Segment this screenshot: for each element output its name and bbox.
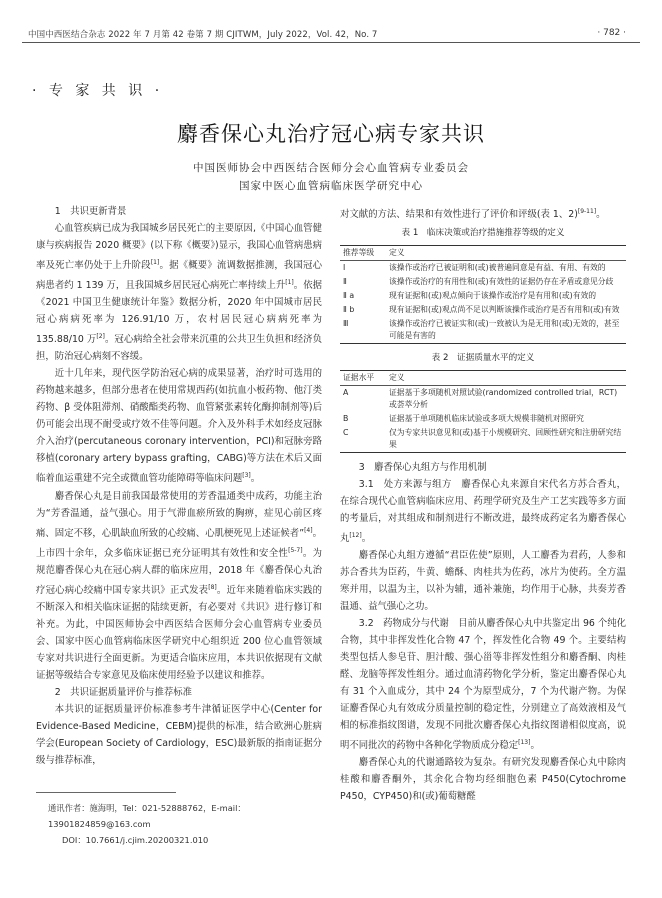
table-row — [340, 303, 626, 317]
table-header-cell: 定义 — [386, 371, 626, 386]
table-header-row — [340, 371, 626, 386]
table-header-cell: 推荐等级 — [340, 246, 386, 261]
section-heading-1: 1 共识更新背景 — [54, 206, 127, 217]
author-line-2: 国家中医心血管病临床医学研究中心 — [239, 180, 423, 192]
table1-caption: 表 1 临床决策或治疗措施推荐等级的定义 — [401, 228, 565, 239]
footnote-rule — [36, 792, 176, 793]
paragraph: 近十几年来，现代医学防治冠心病的成果显著，治疗时可选用的药物越来越多，但部分患者在使用常规西药(如抗血小板药物、他汀类药物、β 受体阻滞剂、硝酸酯类药物、血管紧张素转化酶抑制剂等)后仍可能会出现不耐受或疗效不佳等问题。介入及外科手术如经皮冠脉介入治疗(percutaneous coronary intervention，PCI)和冠脉旁路移植(coronary artery bypass grafting，CABG)等方法在术后又面临着血运重建不完全或微血管功能障碍等临床问题[3]。 — [36, 368, 322, 485]
table-cell: Ⅲ — [343, 319, 349, 329]
right-column — [340, 203, 626, 805]
table-header-cell: 证据水平 — [340, 371, 386, 386]
footnote-doi: DOI：10.7661/j.cjim.20200321.010 — [62, 835, 209, 845]
table-row — [340, 275, 626, 289]
header-rule — [22, 42, 640, 43]
section-heading-2: 2 共识证据质量评价与推荐标准 — [54, 686, 193, 698]
paragraph: 3.1 处方来源与组方 麝香保心丸来源自宋代名方苏合香丸，在综合现代心血管病临床应用、药理学研究及生产工艺实践等多方面的考量后，对其组成和制剂进行不断改进，最终成药定名为麝香保心丸[12]。 — [340, 479, 626, 545]
table-cell: 证据基于单项随机临床试验或多项大规模非随机对照研究 — [389, 414, 584, 424]
table1 — [340, 245, 626, 344]
table-cell: Ⅱ — [343, 277, 347, 287]
table-header-row — [340, 246, 626, 261]
table-row — [340, 289, 626, 303]
table-row — [340, 426, 626, 453]
table-cell: A — [343, 388, 349, 398]
table-cell: 该操作或治疗已被证实和(或)一致被认为是无用和(或)无效的，甚至可能是有害的 — [389, 319, 620, 341]
journal-header: 中国中西医结合杂志 2022 年 7 月第 42 卷第 7 期 CJITWM，July 2022，Vol. 42，No. 7 — [28, 30, 378, 40]
paragraph: 对文献的方法、结果和有效性进行了评价和评级(表 1、2)[9-11]。 — [340, 208, 606, 221]
table-cell: Ⅱ b — [343, 305, 355, 315]
table-cell: 现有证据和(或)观点尚不足以判断该操作或治疗是否有用和(或)有效 — [389, 305, 620, 315]
table-cell: Ⅱ a — [343, 291, 355, 301]
table-row — [340, 317, 626, 344]
table-cell: Ⅰ — [343, 263, 346, 273]
table-cell: 该操作或治疗已被证明和(或)被普遍同意是有益、有用、有效的 — [389, 263, 606, 273]
left-column — [36, 203, 322, 769]
paragraph: 心血管疾病已成为我国城乡居民死亡的主要原因,《中国心血管健康与疾病报告 2020 概要》(以下称《概要》)显示，我国心血管病患病率及死亡率仍处于上升阶段[1]。据《概要》流调数据推测，我国冠心病患者约 1 139 万，且我国城乡居民冠心病死亡率持续上升[1]。依据《2021 中国卫生健康统计年鉴》数据分析，2020 年中国城市居民冠心病病死率为 126.91/10 万，农村居民冠心病病死率为 135.88/10 万[2]。冠心病给全社会带来沉重的公共卫生负担和经济负担，防治冠心病刻不容缓。 — [36, 223, 322, 363]
page-number: · 782 · — [597, 28, 626, 38]
table-header-cell: 定义 — [386, 246, 626, 261]
article-title: 麝香保心丸治疗冠心病专家共识 — [177, 122, 485, 146]
paragraph: 3.2 药物成分与代谢 目前从麝香保心丸中共鉴定出 96 个纯化合物，其中非挥发性化合物 47 个，挥发性化合物 49 个。主要结构类型包括人参皂苷、胆汁酸、强心甾等非挥发性组分和麝香酮、肉桂醛、龙脑等挥发性组分。通过血清药物化学分析，鉴定出麝香保心丸有 31 个入血成分，其中 24 个为原型成分，7 个为代谢产物。为保证麝香保心丸有效成分质量控制的稳定性，分别建立了高效液相及气相的标准指纹图谱，发现不同批次麝香保心丸指纹图谱相似度高，说明不同批次的药物中各种化学物质成分稳定[13]。 — [340, 618, 626, 752]
table-row — [340, 386, 626, 413]
paragraph: 麝香保心丸是目前我国最常使用的芳香温通类中成药，功能主治为“芳香温通，益气强心。用于气滞血瘀所致的胸痹，症见心前区疼痛、固定不移，心肌缺血所致的心绞痛、心肌梗死见上述证候者”[4]。上市四十余年，众多临床证据已充分证明其有效性和安全性[5-7]。为规范麝香保心丸在冠心病人群的临床应用，2018 年《麝香保心丸治疗冠心病心绞痛中国专家共识》正式发表[8]。近年来随着临床实践的不断深入和相关临床证据的陆续更新，有必要对《共识》进行修订和补充。为此，中国医师协会中西医结合医师分会心血管病专业委员会、国家中医心血管病临床医学研究中心组织近 200 位心血管领域专家对共识进行全面更新。为更适合临床应用，本共识依据现有文献证据等级结合专家意见及临床使用经验予以建议和推荐。 — [36, 490, 322, 681]
table-row — [340, 412, 626, 426]
paragraph: 麝香保心丸组方遵循“君臣佐使”原则，人工麝香为君药，人参和苏合香共为臣药，牛黄、蟾酥、肉桂共为佐药，冰片为使药。全方温寒并用，以温为主，以补为辅，通补兼施，均作用于心脉，共奏芳香温通、益气强心之功。 — [340, 550, 626, 613]
section-label: · 专 家 共 识 · — [32, 83, 164, 99]
footnote-correspondence: 通讯作者：施海明，Tel：021-52888762，E-mail：13901824859@163.com — [48, 803, 246, 829]
table2-caption: 表 2 证据质量水平的定义 — [431, 353, 535, 364]
table-cell: 证据基于多项随机对照试验(randomized controlled trial，RCT)或荟萃分析 — [389, 388, 618, 410]
paragraph: 本共识的证据质量评价标准参考牛津循证医学中心(Center for Evidence-Based Medicine，CEBM)提供的标准，结合欧洲心脏病学会(European Society of Cardiology，ESC)最新版的指南证据分级与推荐标准， — [36, 703, 322, 766]
table-cell: 现有证据和(或)观点倾向于该操作或治疗是有用和(或)有效的 — [389, 291, 597, 301]
table2 — [340, 370, 626, 453]
author-line-1: 中国医师协会中西医结合医师分会心血管病专业委员会 — [193, 162, 469, 174]
table-cell: 仅为专家共识意见和(或)基于小规模研究、回顾性研究和注册研究结果 — [389, 428, 622, 450]
table-cell: 该操作或治疗的有用性和(或)有效性的证据仍存在矛盾或意见分歧 — [389, 277, 614, 287]
table-cell: C — [343, 428, 349, 438]
paragraph: 麝香保心丸的代谢通路较为复杂。有研究发现麝香保心丸中除肉桂酸和麝香酮外，其余化合物均经细胞色素 P450(Cytochrome P450，CYP450)和(或)葡萄糖醛 — [340, 757, 626, 803]
table-row — [340, 261, 626, 276]
table-cell: B — [343, 414, 349, 424]
section-heading-3: 3 麝香保心丸组方与作用机制 — [358, 462, 487, 474]
